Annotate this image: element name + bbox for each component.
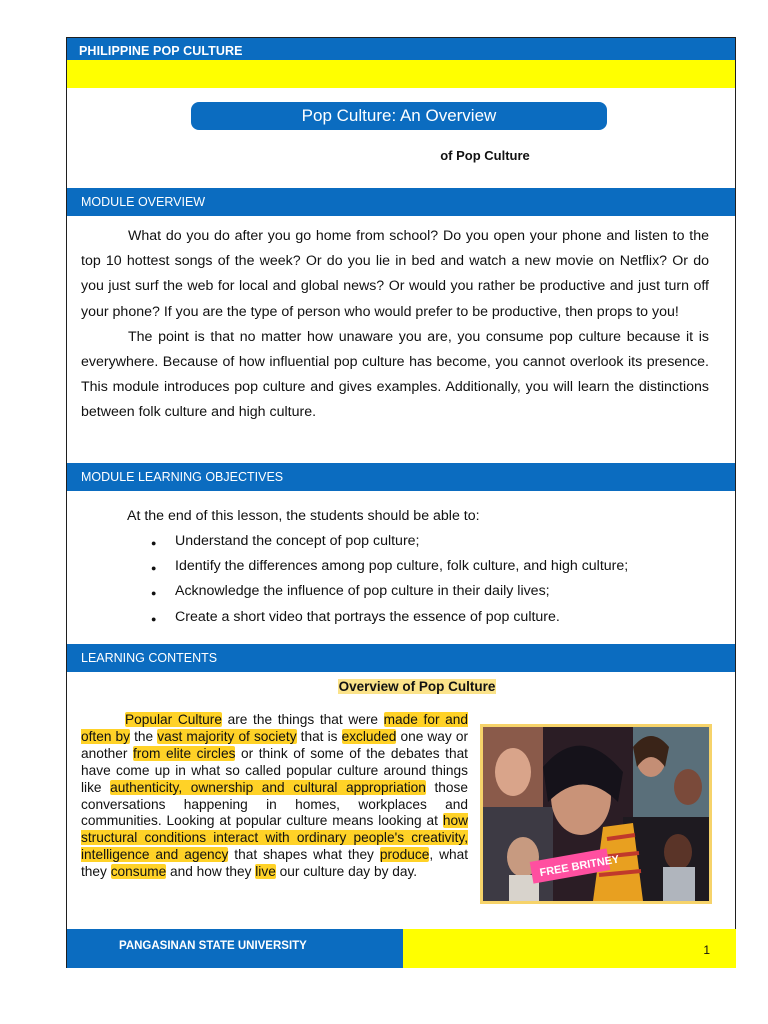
overview-paragraph: The point is that no matter how unaware you are, you consume pop culture because it is everywhere. Because of how influential pop culture has become, you cannot overlook its presence. This module introduces pop culture and gives examples. Additionally, you will learn the distinctions between folk culture and high culture. (81, 328, 709, 421)
text-run: our culture day by day. (275, 864, 418, 880)
highlighted-phrase: from elite circles (133, 745, 236, 761)
pop-culture-collage-image (480, 724, 712, 904)
footer-university-bar (67, 929, 403, 968)
highlighted-phrase: consume (110, 864, 167, 880)
highlighted-phrase: vast majority of society (157, 728, 297, 744)
text-run: or think of some of the debates that have come up in what so called popular culture around things like (81, 745, 468, 795)
list-item: ● Acknowledge the influence of pop culture in their daily lives; (151, 583, 628, 608)
list-item: ● Create a short video that portrays the essence of pop culture. (151, 609, 628, 634)
highlighted-phrase: Popular Culture (125, 712, 222, 727)
text-run: that is (296, 728, 342, 744)
highlighted-phrase: how structural conditions interact with ordinary people's creativity, intelligence and agency (81, 813, 468, 863)
module-subtitle: of Pop Culture (440, 148, 530, 163)
list-item: ● Understand the concept of pop culture; (151, 533, 628, 558)
content-heading-text: Overview of Pop Culture (338, 679, 496, 694)
text-run: , what they (81, 847, 468, 880)
content-heading (67, 679, 735, 694)
collage-sign-text: FREE BRITNEY (538, 853, 621, 880)
header-yellow-strip (67, 60, 735, 88)
overview-paragraph: What do you do after you go home from school? Do you open your phone and listen to the top 10 hottest songs of the week? Or do you lie in bed and watch a new movie on Netflix? Or do you just surf the web for local and global news? Or would you rather be productive and just turn off your phone? If you are the type of person who would prefer to be productive, then props to you! (81, 228, 709, 320)
highlighted-phrase: live (255, 864, 276, 880)
overview-text (81, 224, 709, 426)
section-learning-contents: LEARNING CONTENTS (67, 644, 735, 672)
course-title-bar (67, 38, 735, 60)
highlighted-phrase: authenticity, ownership and cultural appropriation (110, 779, 426, 795)
text-run: one way or another (81, 728, 469, 761)
section-learning-objectives: MODULE LEARNING OBJECTIVES (67, 463, 735, 491)
highlighted-phrase: made for and often by (81, 712, 468, 744)
footer-page-bar (403, 929, 736, 968)
text-run: the (130, 728, 158, 744)
objectives-list (151, 533, 628, 634)
content-paragraph (81, 712, 468, 881)
module-page (66, 37, 736, 968)
text-run: and how they (166, 864, 256, 880)
text-run: those conversations happening in homes, workplaces and communities. Looking at popular culture means looking at (81, 779, 468, 829)
footer-university: PANGASINAN STATE UNIVERSITY (119, 940, 307, 952)
module-title: Pop Culture: An Overview (191, 102, 607, 130)
text-run: are the things that were (221, 712, 384, 727)
section-module-overview: MODULE OVERVIEW (67, 188, 735, 216)
collage-illustration (483, 727, 709, 901)
highlighted-phrase: excluded (341, 728, 397, 744)
objectives-intro: At the end of this lesson, the students should be able to: (127, 508, 480, 524)
list-item: ● Identify the differences among pop culture, folk culture, and high culture; (151, 558, 628, 583)
text-run: that shapes what they (228, 847, 380, 863)
course-title: PHILIPPINE POP CULTURE (79, 44, 243, 58)
highlighted-phrase: produce (379, 847, 430, 863)
page-number: 1 (703, 943, 710, 957)
